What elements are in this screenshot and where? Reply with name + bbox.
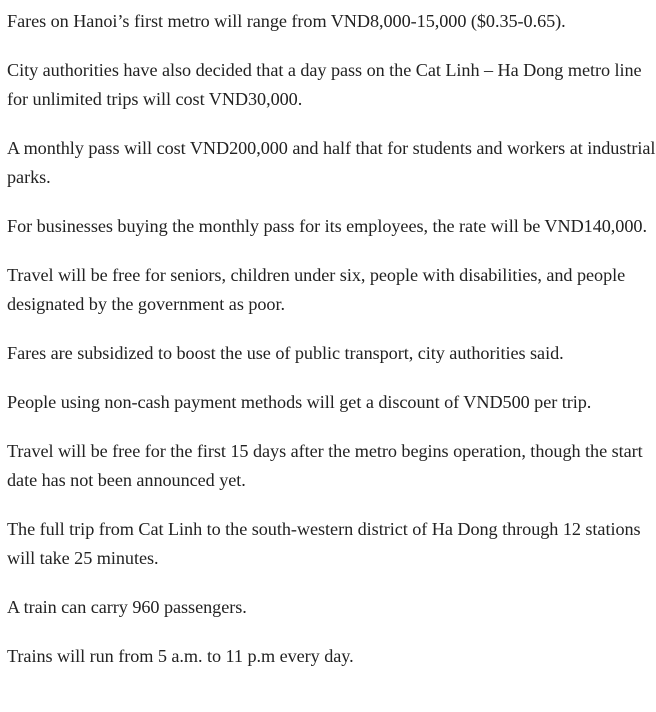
article-body <box>7 7 656 691</box>
paragraph-monthly-pass: A monthly pass will cost VND200,000 and half that for students and workers at industrial parks. <box>7 138 656 187</box>
paragraph-train-capacity: A train can carry 960 passengers. <box>7 597 247 617</box>
paragraph-trip-duration: The full trip from Cat Linh to the south-western district of Ha Dong through 12 stations will take 25 minutes. <box>7 519 641 568</box>
paragraph-business-rate: For businesses buying the monthly pass for its employees, the rate will be VND140,000. <box>7 216 647 236</box>
paragraph-fares: Fares on Hanoi’s first metro will range from VND8,000-15,000 ($0.35-0.65). <box>7 11 566 31</box>
paragraph-free-travel-groups: Travel will be free for seniors, children under six, people with disabilities, and people designated by the government as poor. <box>7 265 626 314</box>
paragraph-cashless-discount: People using non-cash payment methods will get a discount of VND500 per trip. <box>7 392 592 412</box>
paragraph-day-pass: City authorities have also decided that a day pass on the Cat Linh – Ha Dong metro line for unlimited trips will cost VND30,000. <box>7 60 642 109</box>
paragraph-operating-hours: Trains will run from 5 a.m. to 11 p.m every day. <box>7 646 354 666</box>
paragraph-subsidy: Fares are subsidized to boost the use of public transport, city authorities said. <box>7 343 564 363</box>
paragraph-free-first-days: Travel will be free for the first 15 days after the metro begins operation, though the start date has not been announced yet. <box>7 441 643 490</box>
